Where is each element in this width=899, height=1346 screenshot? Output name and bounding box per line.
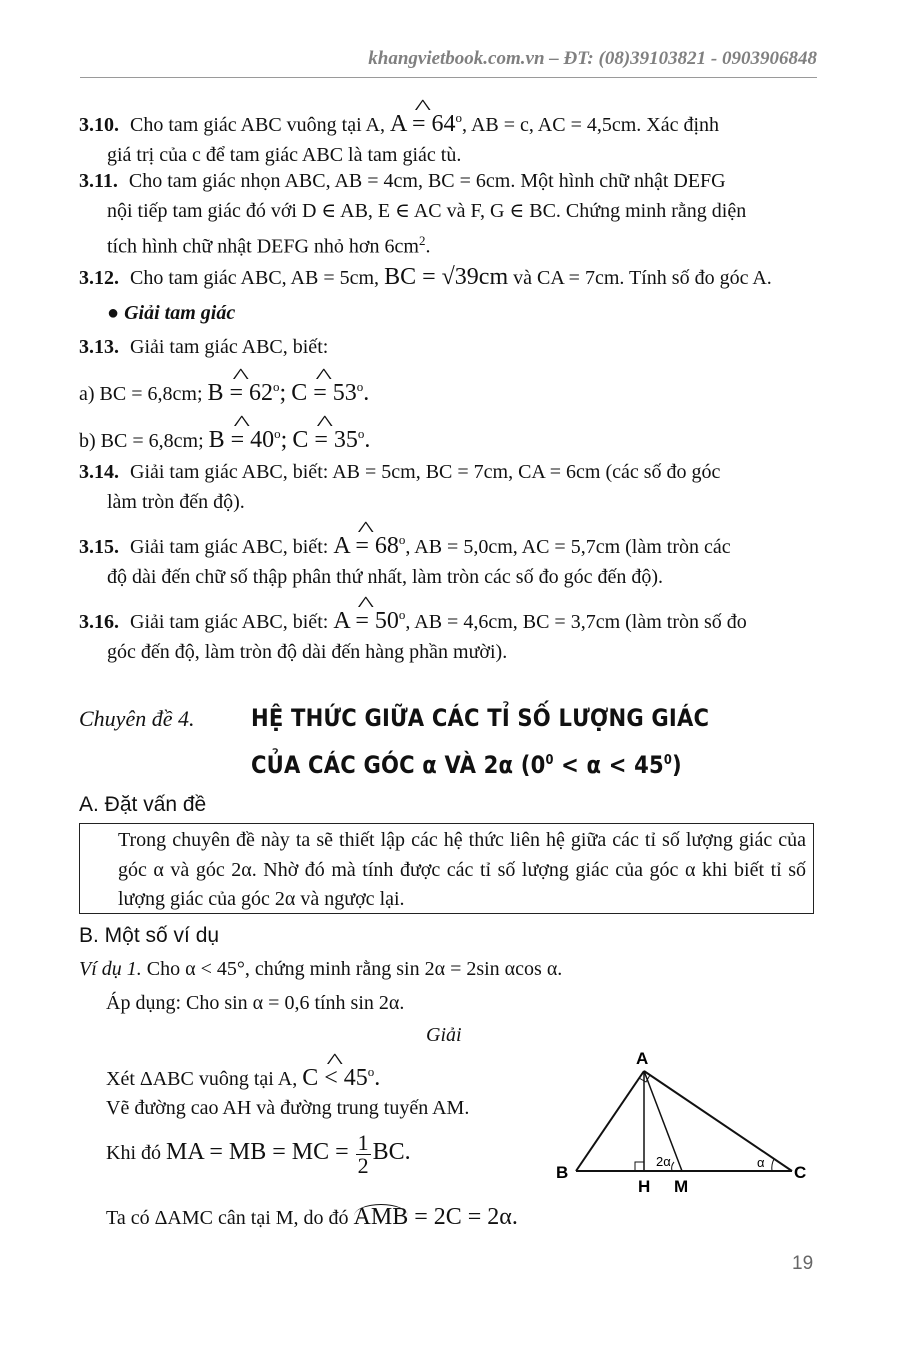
- intro-text: Trong chuyên đề này ta sẽ thiết lập các hệ thức liên hệ giữa các tỉ số lượng giác của góc α và góc 2α. Nhờ đó mà tính được các tỉ số lượng giác của góc α khi biết tỉ số lượng giác của góc 2α và ngược lại.: [118, 829, 806, 910]
- problem-number: 3.16.: [79, 611, 119, 633]
- problem-3-10: [79, 103, 819, 170]
- angle-expression: ^ $A = 64^o$: [390, 111, 462, 137]
- problem-3-14: [79, 457, 819, 517]
- problem-text: tích hình chữ nhật DEFG nhỏ hơn $6cm^2$.: [107, 233, 431, 258]
- label-c: C: [794, 1163, 807, 1182]
- problem-text: nội tiếp tam giác đó với D ∈ AB, E ∈ AC và F, G ∈ BC. Chứng minh rằng diện: [107, 200, 747, 222]
- problem-3-12: [79, 262, 819, 293]
- problem-3-13-a: a) BC = 6,8cm; ^ $B = 62^o$; ^ $C = 53^o$.: [79, 372, 819, 409]
- label-2alpha: 2α: [656, 1154, 671, 1169]
- problem-text: Cho tam giác ABC vuông tại A,: [130, 114, 385, 136]
- problem-text: giá trị của c để tam giác ABC là tam giác tù.: [107, 144, 462, 166]
- problem-number: 3.15.: [79, 536, 119, 558]
- side-ab: [576, 1071, 644, 1171]
- label-m: M: [674, 1177, 689, 1196]
- problem-number: 3.11.: [79, 170, 118, 192]
- angle-arc-m: [672, 1162, 674, 1171]
- solution-line-2: Vẽ đường cao AH và đường trung tuyến AM.: [106, 1097, 470, 1119]
- subsection-heading: ● Giải tam giác: [107, 302, 236, 324]
- solution-label: Giải: [426, 1024, 462, 1046]
- label-alpha: α: [757, 1155, 765, 1170]
- solution-line-3: Khi đó MA = MB = MC = $\frac{1}{2}$ BC.: [106, 1130, 411, 1178]
- problem-3-13: [79, 332, 819, 362]
- label-b: B: [556, 1163, 569, 1182]
- problem-3-11: [79, 166, 819, 262]
- problem-3-15: 3.15. Giải tam giác ABC, biết: ^ $A = 68^o$, AB = 5,0cm, AC = 5,7cm (làm tròn các độ dài đến chữ số thập phân thứ nhất, làm tròn các số đo góc đến độ).: [79, 525, 819, 592]
- chapter-label: Chuyên đề 4.: [79, 706, 195, 731]
- page-header: khangvietbook.com.vn – ĐT: (08)39103821 - 0903906848: [368, 48, 817, 69]
- chapter-title-line-1: HỆ THỨC GIỮA CÁC TỈ SỐ LƯỢNG GIÁC: [251, 704, 710, 732]
- problem-text: làm tròn đến độ).: [107, 491, 245, 513]
- problem-text: độ dài đến chữ số thập phân thứ nhất, làm tròn các số đo góc đến độ).: [107, 566, 663, 588]
- angle-arc-c: [772, 1159, 774, 1171]
- problem-3-16: 3.16. Giải tam giác ABC, biết: ^ $A = 50^o$, AB = 4,6cm, BC = 3,7cm (làm tròn số đo góc đến độ, làm tròn độ dài đến hàng phần mười).: [79, 600, 819, 667]
- problem-number: 3.14.: [79, 461, 119, 483]
- example-statement: Ví dụ 1. Cho α < 45°, chứng minh rằng sin 2α = 2sin αcos α.: [79, 958, 563, 980]
- header-divider: [80, 77, 817, 78]
- problem-text: Giải tam giác ABC, biết:: [130, 336, 329, 358]
- problem-text: Cho tam giác nhọn ABC, AB = 4cm, BC = 6cm. Một hình chữ nhật DEFG: [128, 170, 726, 192]
- label-a: A: [636, 1049, 649, 1068]
- bullet-icon: ●: [107, 302, 120, 324]
- triangle-figure: [550, 1044, 820, 1196]
- example-apply: Áp dụng: Cho sin α = 0,6 tính sin 2α.: [106, 992, 405, 1014]
- label-h: H: [638, 1177, 651, 1196]
- solution-line-1: Xét ΔABC vuông tại A, ^ $C < 45^o$.: [106, 1064, 380, 1092]
- right-angle-mark-h: [635, 1162, 644, 1171]
- math-expression: BC = √39cm: [384, 264, 509, 290]
- page-number: 19: [792, 1253, 814, 1274]
- problem-text: và CA = 7cm. Tính số đo góc A.: [513, 267, 772, 289]
- problem-number: 3.13.: [79, 336, 119, 358]
- problem-text: góc đến độ, làm tròn độ dài đến hàng phần mười).: [107, 641, 508, 663]
- problem-text: , AB = c, AC = 4,5cm. Xác định: [462, 114, 720, 136]
- problem-3-13-b: b) BC = 6,8cm; ^ $B = 40^o$; ^ $C = 35^o$.: [79, 419, 819, 456]
- solution-line-4: Ta có ΔAMC cân tại M, do đó AMB = 2C = 2α.: [106, 1204, 518, 1230]
- chapter-title-line-2: CỦA CÁC GÓC α VÀ 2α $(0^0 < \alpha < 45^0)$: [251, 751, 682, 779]
- section-a-heading: A. Đặt vấn đề: [79, 793, 207, 816]
- problem-text: Cho tam giác ABC, AB = 5cm,: [130, 267, 380, 289]
- problem-text: Giải tam giác ABC, biết: AB = 5cm, BC = 7cm, CA = 6cm (các số đo góc: [130, 461, 721, 483]
- problem-number: 3.10.: [79, 114, 119, 136]
- section-b-heading: B. Một số ví dụ: [79, 924, 220, 947]
- problem-number: 3.12.: [79, 267, 119, 289]
